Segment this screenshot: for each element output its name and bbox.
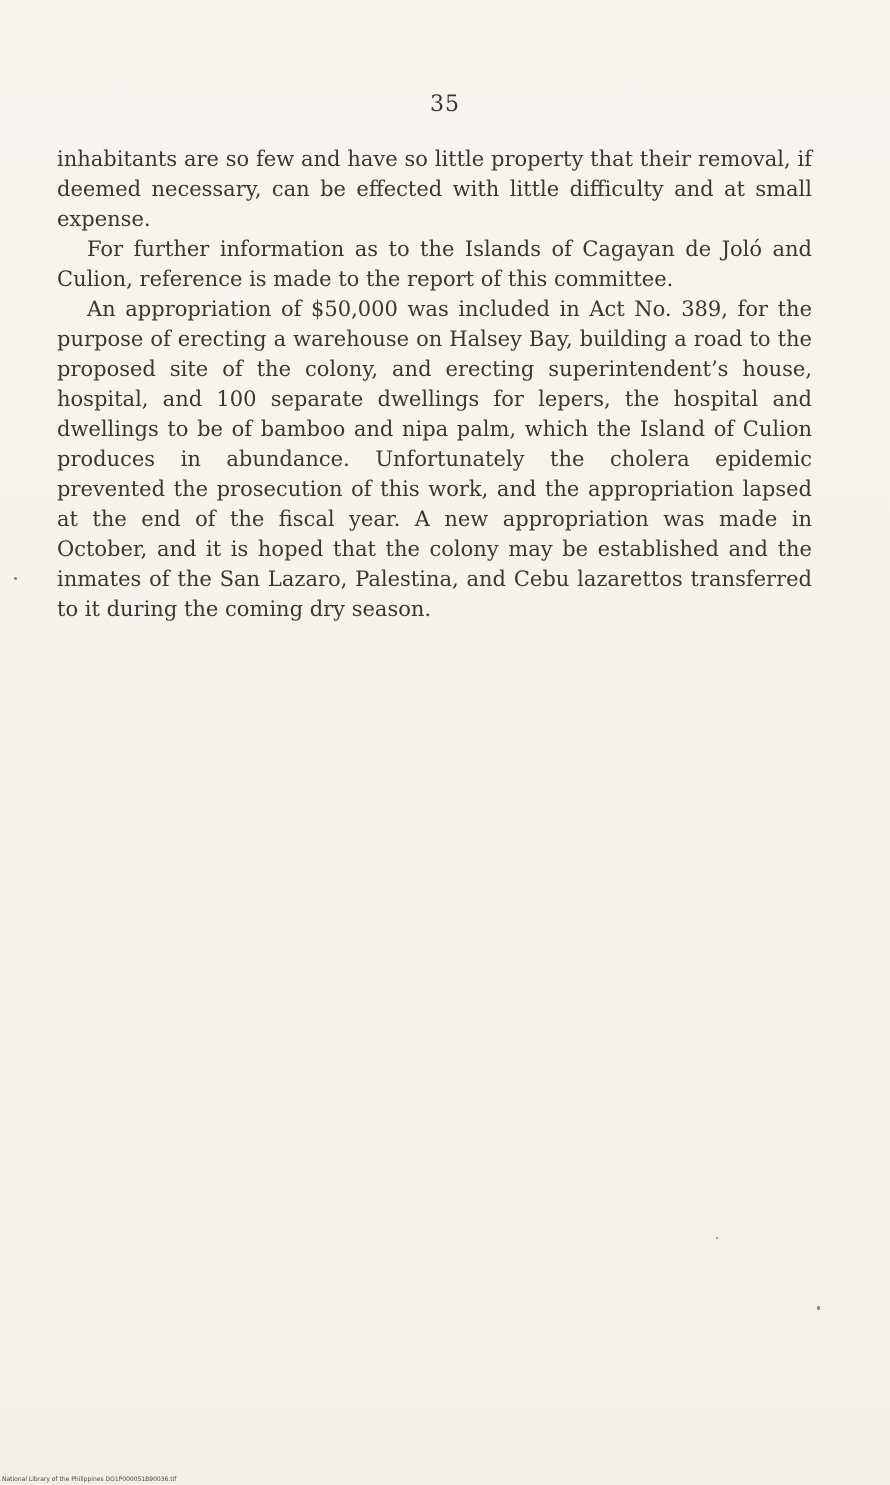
scan-speck xyxy=(817,1306,820,1310)
paragraph-3: An appropriation of $50,000 was included in Act No. 389, for the purpose of erecting a warehouse on Halsey Bay, building a road to the proposed site of the colony, and erecting superintendent’s house, hospital, and 100 separate dwellings for lepers, the hospital and dwellings to be of bamboo and nipa palm, which the Island of Culion produces in abundance. Unfortunately the cholera epidemic prevented the prosecution of this work, and the appropriation lapsed at the end of the fiscal year. A new appropriation was made in October, and it is hoped that the colony may be established and the inmates of the San Lazaro, Palestina, and Cebu lazarettos transferred to it during the coming dry season. xyxy=(57,297,812,621)
paragraph-2: For further information as to the Islands of Cagayan de Joló and Culion, reference is made to the report of this committee. xyxy=(57,237,812,291)
scan-speck xyxy=(14,577,17,580)
body-text xyxy=(57,144,812,624)
paragraph-1: inhabitants are so few and have so little property that their removal, if deemed necessary, can be effected with little difficulty and at small expense. xyxy=(57,147,812,231)
scan-speck xyxy=(716,1237,718,1239)
page-number: 35 xyxy=(430,92,460,117)
scan-footer: National Library of the Philippines DO1P000051B90036.tif xyxy=(2,1476,177,1483)
